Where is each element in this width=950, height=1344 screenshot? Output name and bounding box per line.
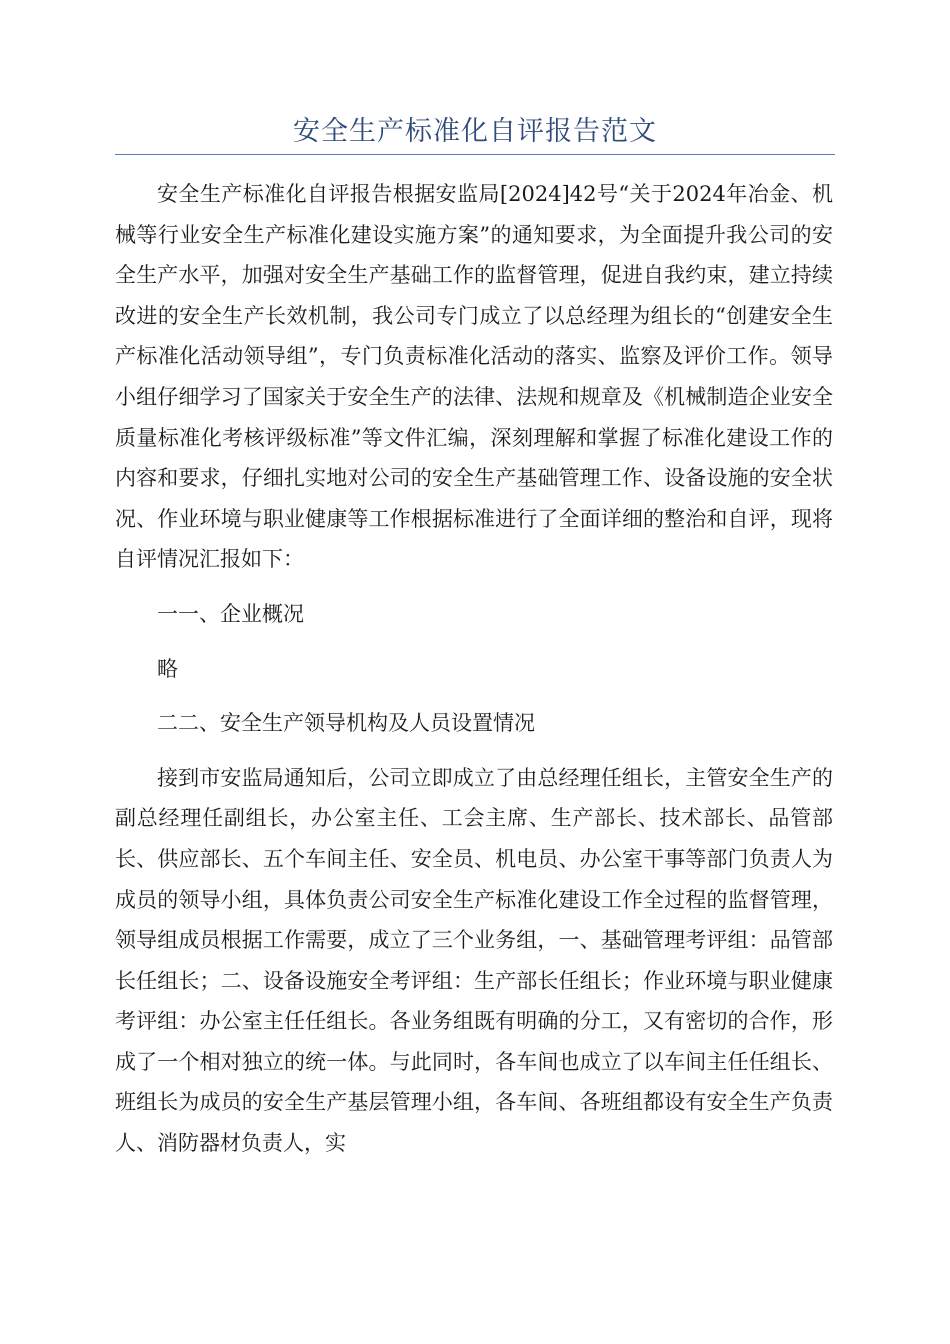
paragraph-intro: 安全生产标准化自评报告根据安监局[2024]42号“关于2024年冶金、机械等行业安全生产标准化建设实施方案”的通知要求，为全面提升我公司的安全生产水平，加强对安全生产基础工作的监督管理，促进自我约束，建立持续改进的安全生产长效机制，我公司专门成立了以总经理为组长的“创建安全生产标准化活动领导组”，专门负责标准化活动的落实、监察及评价工作。领导小组仔细学习了国家关于安全生产的法律、法规和规章及《机械制造企业安全质量标准化考核评级标准”等文件汇编，深刻理解和掌握了标准化建设工作的内容和要求，仔细扎实地对公司的安全生产基础管理工作、设备设施的安全状况、作业环境与职业健康等工作根据标准进行了全面详细的整治和自评，现将自评情况汇报如下： bbox=[115, 182, 833, 572]
section-heading-company-overview: 一一、企业概况 bbox=[157, 601, 304, 626]
section-heading-leadership: 二二、安全生产领导机构及人员设置情况 bbox=[157, 711, 535, 736]
title-underline bbox=[115, 154, 835, 155]
document-title: 安全生产标准化自评报告范文 bbox=[293, 116, 657, 147]
paragraph-leadership: 接到市安监局通知后，公司立即成立了由总经理任组长，主管安全生产的副总经理任副组长，办公室主任、工会主席、生产部长、技术部长、品管部长、供应部长、五个车间主任、安全员、机电员、办公室干事等部门负责人为成员的领导小组，具体负责公司安全生产标准化建设工作全过程的监督管理，领导组成员根据工作需要，成立了三个业务组，一、基础管理考评组：品管部长任组长；二、设备设施安全考评组：生产部长任组长；作业环境与职业健康考评组：办公室主任任组长。各业务组既有明确的分工，又有密切的合作，形成了一个相对独立的统一体。与此同时，各车间也成立了以车间主任任组长、班组长为成员的安全生产基层管理小组，各车间、各班组都设有安全生产负责人、消防器材负责人，实 bbox=[115, 765, 833, 1156]
section-text-omitted: 略 bbox=[157, 656, 178, 681]
document-body bbox=[115, 174, 833, 1164]
